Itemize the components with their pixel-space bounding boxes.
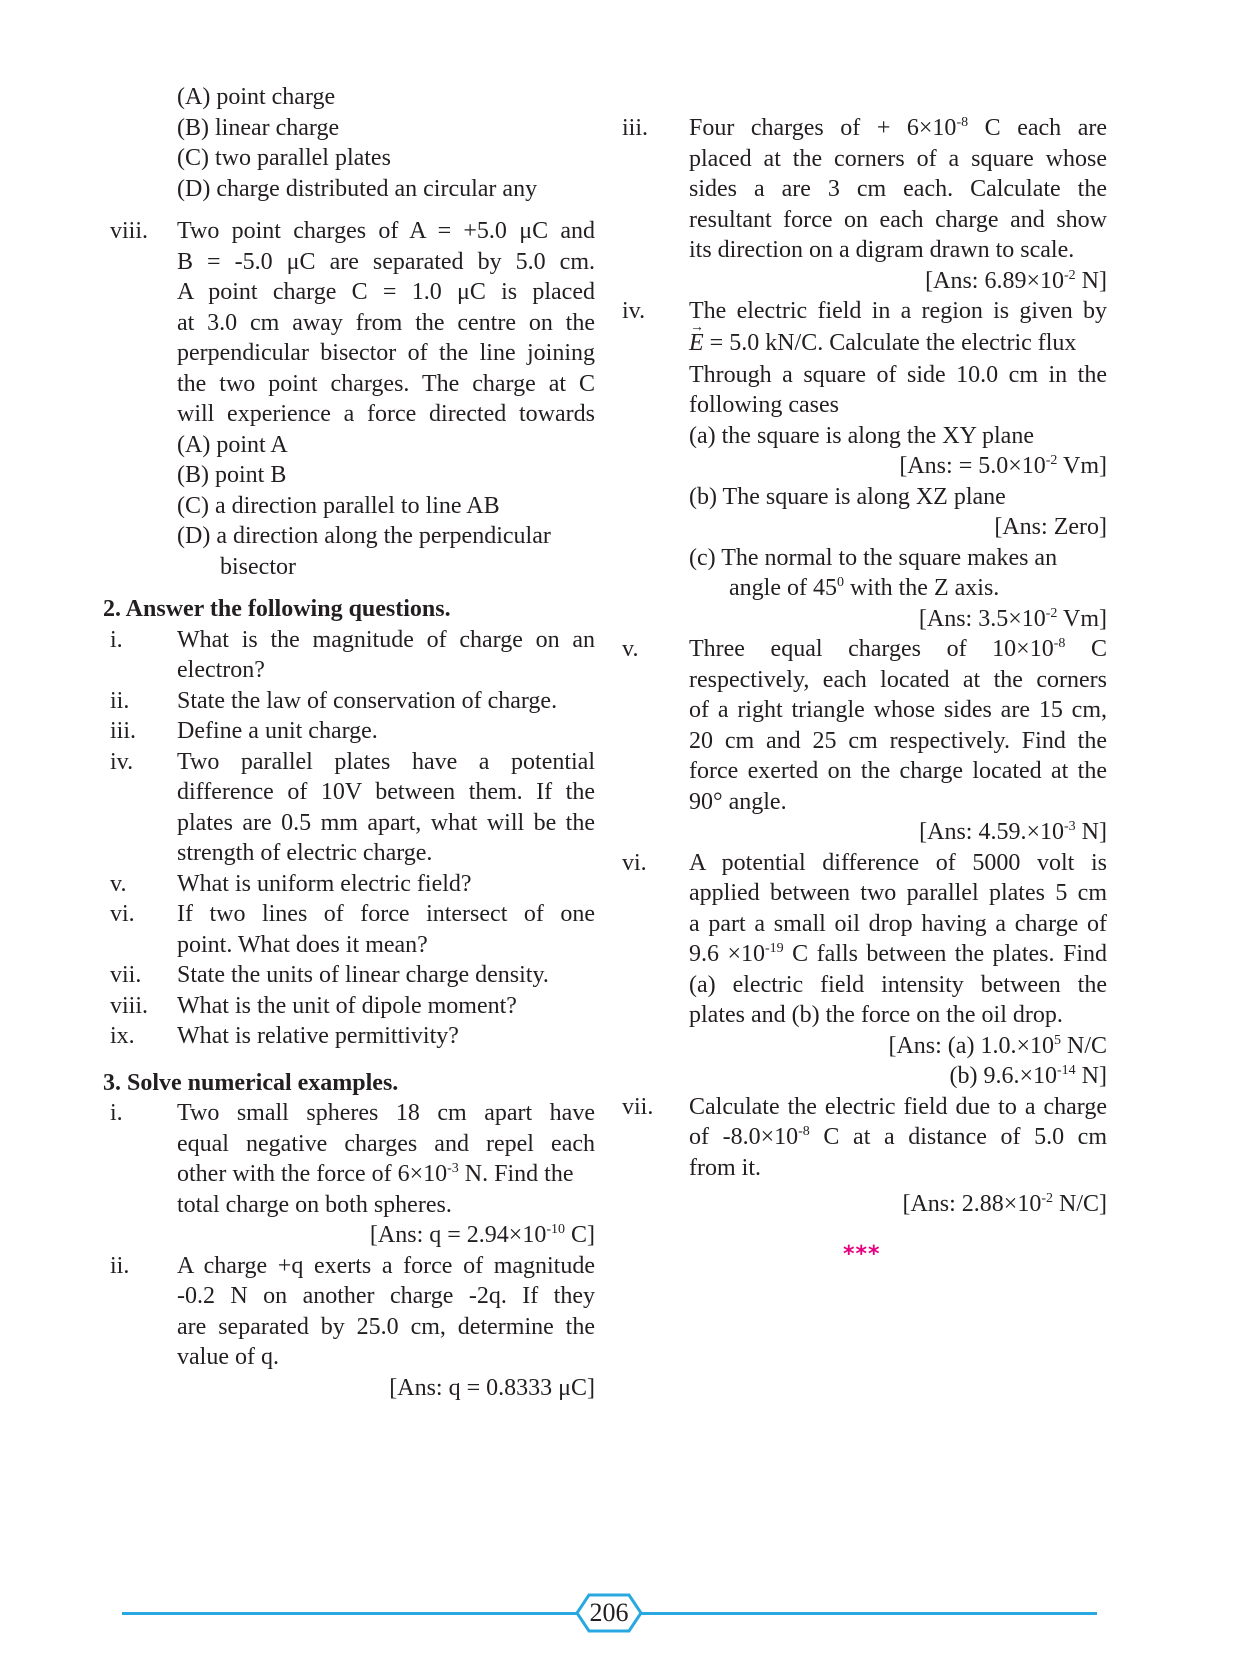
- question-line: respectively, each located at the corners: [689, 666, 1107, 693]
- item-number: vii.: [110, 962, 142, 988]
- numerical-item-v: [622, 634, 1107, 848]
- numerical-item-iii: [622, 113, 1107, 296]
- option-a: (A) point A: [177, 431, 288, 458]
- question-line: following cases: [689, 392, 839, 418]
- page-number: 206: [589, 1598, 629, 1627]
- question-line: Define a unit charge.: [177, 718, 378, 744]
- question-line: $9.6 \times 10^{-19}$ C falls between the plates. Find: [689, 941, 1107, 967]
- question-line: value of q.: [177, 1344, 279, 1370]
- option-d: (D) charge distributed an circular any: [177, 175, 538, 202]
- mcq-item-viii: [110, 216, 595, 430]
- question-line: force exerted on the charge located at the: [689, 758, 1107, 784]
- section-heading: 2. Answer the following questions.: [103, 596, 451, 622]
- answer-line: [Ans: $2.88\times 10^{-2}$ N/C]: [902, 1191, 1107, 1217]
- section-heading: 3. Solve numerical examples.: [103, 1069, 399, 1096]
- option-d-continued: bisector: [220, 553, 296, 580]
- question-line: What is the magnitude of charge on an: [177, 626, 595, 653]
- question-line: will experience a force directed towards: [177, 401, 595, 427]
- question-line: State the units of linear charge density.: [177, 962, 549, 988]
- answer-line: [Ans: $q = 2.94\times 10^{-10}$ C]: [369, 1222, 595, 1248]
- case-c-continued: angle of $45^0$ with the Z axis.: [729, 575, 1000, 601]
- question-item: [110, 960, 595, 991]
- item-number: v.: [110, 870, 127, 897]
- item-number: iv.: [110, 748, 134, 775]
- question-line: plates and (b) the force on the oil drop.: [689, 1002, 1063, 1028]
- item-number: vi.: [622, 849, 647, 876]
- answer-line: [Ans: = $5.0\times 10^{-2}$ Vm]: [899, 453, 1107, 479]
- item-number: ii.: [110, 1252, 130, 1279]
- question-line: its direction on a digram drawn to scale.: [689, 237, 1075, 263]
- question-item: [110, 1021, 595, 1052]
- item-number: ix.: [110, 1023, 135, 1049]
- numerical-item: [110, 1251, 595, 1404]
- question-line: Two parallel plates have a potential: [177, 748, 595, 775]
- question-item: [110, 991, 595, 1022]
- item-number: v.: [622, 636, 639, 662]
- numerical-item: [110, 1098, 595, 1251]
- option-c: (C) two parallel plates: [177, 145, 391, 171]
- item-number: viii.: [110, 992, 149, 1019]
- answer-line: (b) $9.6.\times 10^{-14}$ N]: [949, 1063, 1107, 1089]
- question-line: The electric field in a region is given by: [689, 298, 1107, 324]
- question-line: total charge on both spheres.: [177, 1191, 452, 1218]
- answer-line: [Ans: q = 0.8333 μC]: [389, 1374, 595, 1401]
- left-column: [103, 82, 595, 1403]
- vector-e-symbol: → E: [689, 327, 704, 360]
- question-item: [110, 716, 595, 747]
- option-c: (C) a direction parallel to line AB: [177, 492, 500, 519]
- question-line: applied between two parallel plates 5 cm: [689, 880, 1107, 906]
- question-line: Four charges of + $6\times 10^{-8}$ C each are: [689, 115, 1107, 141]
- answer-line: [Ans: Zero]: [994, 514, 1107, 540]
- question-line: point. What does it mean?: [177, 931, 428, 958]
- question-line: of $-8.0\times 10^{-8}$ C at a distance of 5.0 cm: [689, 1124, 1107, 1150]
- answer-line: [Ans: (a) $1.0.\times 10^5$ N/C: [888, 1032, 1107, 1059]
- question-item: [110, 625, 595, 686]
- answer-line: [Ans: $3.5\times 10^{-2}$ Vm]: [918, 605, 1107, 632]
- question-line: State the law of conservation of charge.: [177, 687, 558, 714]
- question-line: What is uniform electric field?: [177, 870, 472, 897]
- question-line: from it.: [689, 1154, 761, 1181]
- question-line: placed at the corners of a square whose: [689, 145, 1107, 172]
- question-line: the two point charges. The charge at C: [177, 370, 595, 397]
- question-line: plates are 0.5 mm apart, what will be the: [177, 809, 595, 836]
- option-a: (A) point charge: [177, 84, 336, 110]
- question-line: strength of electric charge.: [177, 840, 433, 866]
- option-d: (D) a direction along the perpendicular: [177, 523, 551, 549]
- question-line: What is relative permittivity?: [177, 1023, 459, 1049]
- item-number: vii.: [622, 1093, 654, 1120]
- item-number: ii.: [110, 687, 130, 714]
- item-number: i.: [110, 1100, 123, 1126]
- question-line: A point charge C = 1.0 μC is placed: [177, 279, 595, 305]
- numerical-item-iv: [622, 296, 1107, 634]
- question-line: A charge +q exerts a force of magnitude: [177, 1252, 595, 1279]
- end-stars: ***: [843, 1242, 881, 1267]
- question-line: What is the unit of dipole moment?: [177, 992, 517, 1019]
- item-number: iii.: [110, 718, 137, 744]
- question-line: A potential difference of 5000 volt is: [689, 849, 1107, 876]
- case-b: (b) The square is along XZ plane: [689, 483, 1006, 510]
- question-line: of a right triangle whose sides are 15 cm,: [689, 697, 1107, 723]
- case-c: (c) The normal to the square makes an: [689, 544, 1058, 571]
- question-item: [110, 686, 595, 717]
- case-a: (a) the square is along the XY plane: [689, 422, 1034, 449]
- item-number: i.: [110, 626, 123, 653]
- question-line: (a) electric field intensity between the: [689, 971, 1107, 998]
- question-line: Calculate the electric field due to a charge: [689, 1093, 1107, 1120]
- question-line: -0.2 N on another charge -2q. If they: [177, 1283, 595, 1309]
- question-line: a part a small oil drop having a charge of: [689, 910, 1107, 937]
- question-item: [110, 869, 595, 900]
- option-b: (B) point B: [177, 462, 287, 488]
- question-line: Three equal charges of $10\times 10^{-8}$ C: [689, 636, 1107, 662]
- question-line: at 3.0 cm away from the centre on the: [177, 309, 595, 336]
- answer-line: [Ans: $4.59.\times 10^{-3}$ N]: [919, 819, 1107, 845]
- question-line: electron?: [177, 657, 265, 683]
- question-line: equal negative charges and repel each: [177, 1130, 595, 1157]
- item-number: iii.: [622, 115, 649, 141]
- question-line: other with the force of $6\times 10^{-3}$ N. Find the: [177, 1161, 574, 1187]
- question-line: B = -5.0 μC are separated by 5.0 cm.: [177, 248, 595, 275]
- numerical-item-vi: [622, 848, 1107, 1092]
- question-line: Two small spheres 18 cm apart have: [177, 1100, 595, 1126]
- question-line: 20 cm and 25 cm respectively. Find the: [689, 727, 1107, 754]
- question-line: perpendicular bisector of the line joining: [177, 340, 595, 366]
- question-line: Two point charges of A = +5.0 μC and: [177, 218, 595, 244]
- numerical-item-vii: [622, 1092, 1107, 1220]
- question-line: 90° angle.: [689, 788, 787, 815]
- question-line: are separated by 25.0 cm, determine the: [177, 1313, 595, 1340]
- option-b: (B) linear charge: [177, 114, 340, 141]
- question-line: sides a are 3 cm each. Calculate the: [689, 176, 1107, 202]
- right-column: [622, 113, 1107, 1220]
- question-line: → E = 5.0 kN/C. Calculate the electric flux: [689, 327, 1107, 360]
- question-line: difference of 10V between them. If the: [177, 779, 595, 805]
- item-number: viii.: [110, 218, 149, 244]
- question-line: Through a square of side 10.0 cm in the: [689, 361, 1107, 388]
- question-item: [110, 899, 595, 960]
- question-item: [110, 747, 595, 869]
- item-number: iv.: [622, 298, 646, 324]
- item-number: vi.: [110, 901, 135, 927]
- question-line: If two lines of force intersect of one: [177, 901, 595, 927]
- answer-line: [Ans: $6.89\times 10^{-2}$ N]: [925, 267, 1107, 294]
- question-line: resultant force on each charge and show: [689, 206, 1107, 233]
